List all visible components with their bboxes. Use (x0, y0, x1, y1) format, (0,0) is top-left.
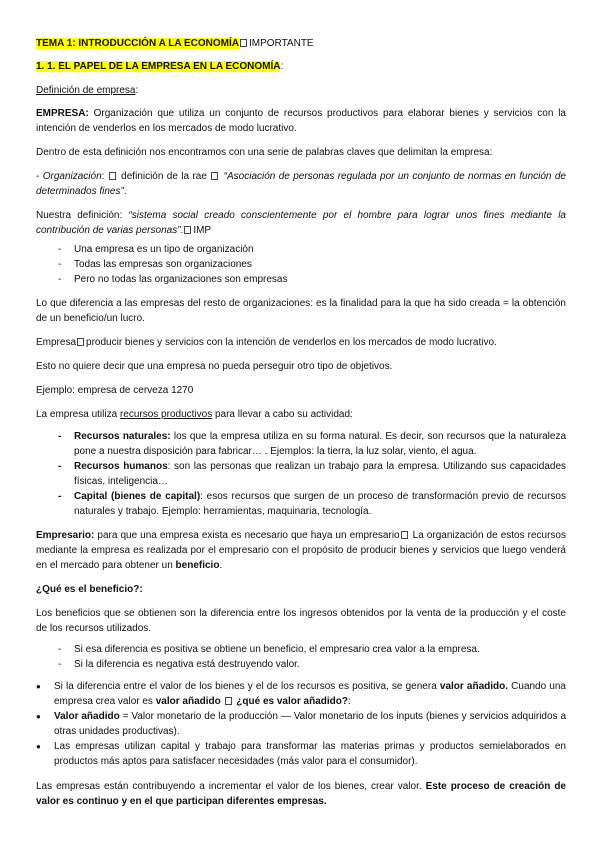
title-suffix: IMPORTANTE (248, 38, 314, 49)
beneficio-question: ¿Qué es el beneficio?: (36, 584, 143, 595)
bullet-bold: ¿qué es valor añadido? (233, 696, 348, 707)
valor-bullet-list (36, 679, 566, 769)
empresa-line-prefix: Empresa (36, 337, 77, 348)
empresa-line (36, 335, 566, 350)
no-quiere-line: Esto no quiere decir que una empresa no pueda perseguir otro tipo de objetivos. (36, 361, 393, 372)
empresario-paragraph (36, 528, 566, 573)
bullet-end: : (347, 696, 351, 707)
section-suffix: : (280, 61, 284, 72)
diferencia-paragraph: Lo que diferencia a las empresas del resto de organizaciones: es la finalidad para la que ha sido creada = la obtención de un beneficio/un lucro. (36, 298, 566, 324)
bullet-bold: Valor añadido (54, 711, 120, 722)
list-item (36, 709, 566, 739)
unknown-glyph-icon (401, 531, 408, 539)
section-heading (36, 59, 566, 74)
organizacion-mid: : (101, 171, 108, 182)
organization-list (36, 242, 566, 287)
list-item (36, 739, 566, 769)
unknown-glyph-icon (240, 39, 247, 47)
document-title (36, 36, 566, 51)
organizacion-prefix: - (36, 171, 43, 182)
empresario-text1: para que una empresa exista es necesario que haya un empresario (94, 530, 400, 541)
recurso-text: : esos recursos que surgen de un proceso de transformación previo de recursos naturales y trabajo. Ejemplo: herramientas, maquinaria, tecnología. (74, 491, 566, 517)
organizacion-text: definición de la rae (117, 171, 211, 182)
empresario-bold-end: beneficio (175, 560, 220, 571)
intro-line: Dentro de esta definición nos encontramos con una serie de palabras claves que delimitan la empresa: (36, 147, 493, 158)
definition-heading-suffix: : (135, 85, 139, 96)
empresa-line-text: producir bienes y servicios con la intención de venderlos en los mercados de modo lucrativo. (86, 337, 497, 348)
unknown-glyph-icon (77, 338, 84, 346)
bullet-text: = Valor monetario de la producción — Valor monetario de los inputs (bienes y servicios adquiridos a otras unidades productivas). (54, 711, 567, 737)
list-item (36, 679, 566, 709)
section-highlight: 1. 1. EL PAPEL DE LA EMPRESA EN LA ECONOMÍA (36, 61, 281, 72)
recurso-term: Capital (bienes de capital) (74, 491, 201, 502)
beneficio-definition: Los beneficios que se obtienen son la diferencia entre los ingresos obtenidos por la venta de la producción y el coste de los recursos utilizados. (36, 608, 566, 634)
recursos-intro (36, 407, 566, 422)
unknown-glyph-icon (225, 697, 232, 705)
unknown-glyph-icon (211, 172, 218, 180)
list-item (36, 429, 566, 459)
nuestra-end: . (180, 225, 184, 236)
recursos-intro-prefix: La empresa utiliza (36, 409, 120, 420)
list-item (36, 459, 566, 489)
empresario-term: Empresario: (36, 530, 95, 541)
list-item (36, 489, 566, 519)
bullet-bold: valor añadido. (439, 681, 509, 692)
recursos-list (36, 429, 566, 519)
list-item: - Pero no todas las organizaciones son empresas (36, 272, 566, 287)
unknown-glyph-icon (184, 226, 191, 234)
bullet-bold: valor añadido (155, 696, 221, 707)
recursos-intro-suffix: para llevar a cabo su actividad: (212, 409, 353, 420)
list-item: - Si esa diferencia es positiva se obtiene un beneficio, el empresario crea valor a la empresa. (36, 642, 566, 657)
list-item: - Todas las empresas son organizaciones (36, 257, 566, 272)
organizacion-term: Organización (42, 171, 102, 182)
empresario-text2: La organización de estos recursos mediante la empresa es realizada por el empresario con el propósito de producir bienes y servicios que luego venderá en el mercado para obtener un (36, 530, 566, 571)
nuestra-quote: “sistema social creado conscientemente por el hombre para lograr unos fines mediante la contribución de varias personas” (36, 210, 566, 236)
recurso-text: los que la empresa utiliza en su forma natural. Es decir, son recursos que la naturaleza pone a nuestra disposición para fabricar… . Ejemplos: la tierra, la luz solar, viento, el agua. (74, 431, 567, 457)
beneficio-list (36, 642, 566, 672)
closing-bold: Este proceso de creación de valor es continuo y en el que participan diferentes empresas. (36, 781, 566, 807)
unknown-glyph-icon (109, 172, 116, 180)
recurso-term: Recursos naturales: (74, 431, 171, 442)
nuestra-prefix: Nuestra definición: (36, 210, 129, 221)
organizacion-quote: “Asociación de personas regulada por un conjunto de normas en función de determinados fines” (36, 171, 566, 197)
bullet-text: Cuando una empresa crea valor es (54, 681, 566, 707)
bullet-text: Si la diferencia entre el valor de los bienes y el de los recursos es positiva, se genera (54, 681, 440, 692)
organizacion-definition (36, 169, 566, 199)
empresa-term: EMPRESA: (36, 108, 89, 119)
ejemplo-line: Ejemplo: empresa de cerveza 1270 (36, 385, 194, 396)
nuestra-definition (36, 208, 566, 238)
definition-heading-text: Definición de empresa (36, 85, 136, 96)
closing-text: Las empresas están contribuyendo a incrementar el valor de los bienes, crear valor. (36, 781, 426, 792)
recurso-term: Recursos humanos (74, 461, 168, 472)
nuestra-imp: IMP (193, 225, 212, 236)
closing-paragraph (36, 779, 566, 809)
bullet-text: Las empresas utilizan capital y trabajo para transformar las materias primas y productos semielaborados en productos más aptos para satisfacer necesidades (más valor para el consumidor). (54, 741, 566, 767)
recurso-text: : son las personas que realizan un trabajo para la empresa. Utilizando sus capacidades físicas, inteligencia… (74, 461, 567, 487)
empresario-end: . (219, 560, 223, 571)
list-item: - Si la diferencia es negativa está destruyendo valor. (36, 657, 566, 672)
definition-heading (36, 83, 566, 98)
title-highlight: TEMA 1: INTRODUCCIÓN A LA ECONOMÍA (36, 38, 239, 49)
empresa-text: Organización que utiliza un conjunto de recursos productivos para elaborar bienes y servicios con la intención de venderlos en los mercados de modo lucrativo. (36, 108, 566, 134)
organizacion-end: . (123, 186, 127, 197)
empresa-definition (36, 106, 566, 136)
recursos-link: recursos productivos (119, 409, 213, 420)
list-item: - Una empresa es un tipo de organización (36, 242, 566, 257)
